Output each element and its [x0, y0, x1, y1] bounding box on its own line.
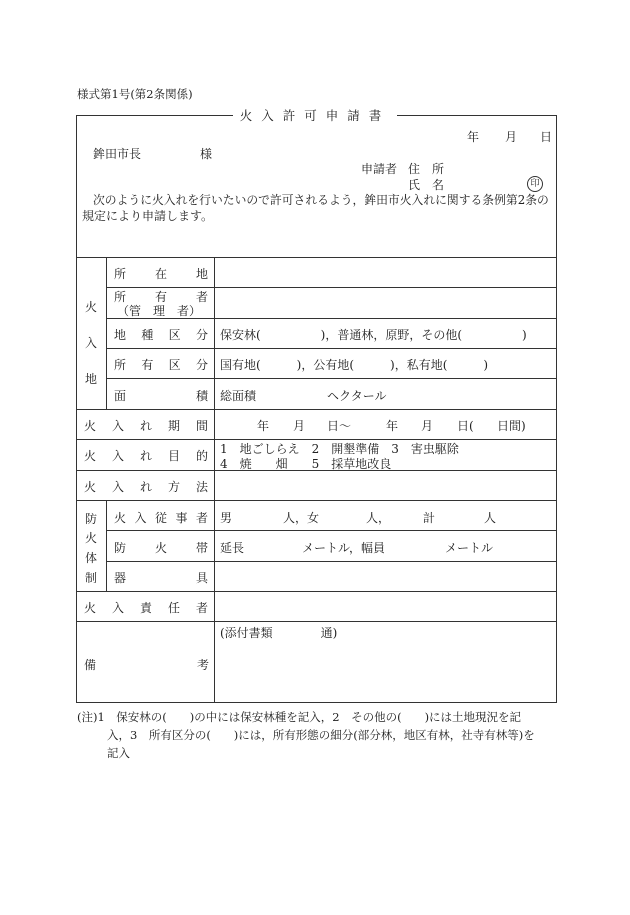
fire-group-label-2: 火 [84, 531, 97, 545]
name-label: 氏 名 [408, 178, 445, 192]
intro-body-line2: 規定により申請します。 [82, 209, 214, 223]
owner-label: 所 有 者 [114, 290, 208, 304]
location-label: 所 在 地 [114, 267, 208, 281]
address-label: 住 所 [408, 162, 445, 176]
form-number: 様式第1号(第2条関係) [77, 87, 193, 101]
firebreak-width: メートル，幅員 [302, 541, 386, 555]
workers-total: 人， [366, 511, 391, 525]
workers-label: 火 入 従 事 者 [114, 511, 208, 525]
date-year: 年 [467, 130, 480, 144]
period-to-day: 日( [457, 419, 474, 433]
period-from-year: 年 [257, 419, 270, 433]
period-to-month: 月 [421, 419, 434, 433]
responsible-label: 火 入 責 任 者 [84, 601, 208, 615]
remarks-attachments: (添付書類 通) [220, 626, 338, 640]
land-group-label-3: 地 [84, 372, 97, 386]
workers-male: 男 [220, 511, 233, 525]
fire-group-label-1: 防 [84, 512, 97, 526]
footnote-line3: 記入 [107, 746, 130, 760]
remarks-label-right: 考 [197, 658, 210, 672]
purpose-label: 火 入 れ 目 的 [84, 449, 208, 463]
firebreak-unit: メートル [445, 541, 494, 555]
ownership-value: 国有地( )，公有地( )，私有地( ) [220, 358, 489, 372]
date-month: 月 [505, 130, 518, 144]
period-to-year: 年 [386, 419, 399, 433]
period-from-month: 月 [293, 419, 306, 433]
form-title: 火入許可申請書 [239, 108, 391, 123]
ownership-label: 所 有 区 分 [114, 358, 208, 372]
period-from-day: 日～ [327, 419, 352, 433]
land-group-label-1: 火 [84, 300, 97, 314]
remarks-label-left: 備 [84, 658, 97, 672]
land-type-value: 保安林( )，普通林，原野，その他( ) [220, 328, 527, 342]
area-label: 面 積 [114, 389, 208, 403]
owner-sub-label: （管 理 者） [117, 304, 202, 318]
firebreak-label: 防 火 帯 [114, 541, 208, 555]
firebreak-length: 延長 [220, 541, 245, 555]
equipment-label: 器 具 [114, 571, 208, 585]
area-prefix: 総面積 [220, 389, 257, 403]
applicant-label: 申請者 [361, 162, 398, 176]
workers-total-label: 計 [423, 511, 436, 525]
workers-end: 人 [484, 511, 497, 525]
method-label: 火 入 れ 方 法 [84, 480, 208, 494]
fire-group-label-3: 体 [84, 551, 97, 565]
workers-female: 人，女 [283, 511, 320, 525]
land-group-label-2: 入 [84, 336, 97, 350]
footnote-line1: (注)1 保安林の( )の中には保安林種を記入，2 その他の( )には土地現況を記 [77, 710, 522, 724]
period-days: 日間) [497, 419, 526, 433]
date-day: 日 [540, 130, 553, 144]
addressee-suffix: 様 [200, 147, 213, 161]
area-unit: ヘクタール [327, 389, 387, 403]
fire-group-label-4: 制 [84, 571, 97, 585]
period-label: 火 入 れ 期 間 [84, 419, 208, 433]
addressee: 鉾田市長 [93, 147, 142, 161]
intro-body-line1: 次のように火入れを行いたいので許可されるよう，鉾田市火入れに関する条例第2条の [93, 193, 549, 207]
land-type-label: 地 種 区 分 [114, 328, 208, 342]
purpose-line1: 1 地ごしらえ 2 開墾準備 3 害虫駆除 [220, 442, 459, 456]
purpose-line2: 4 焼 畑 5 採草地改良 [220, 457, 392, 471]
footnote-line2: 入，3 所有区分の( )には，所有形態の細分(部分林，地区有林，社寺有林等)を [107, 728, 535, 742]
seal-mark: 印 [527, 176, 543, 192]
